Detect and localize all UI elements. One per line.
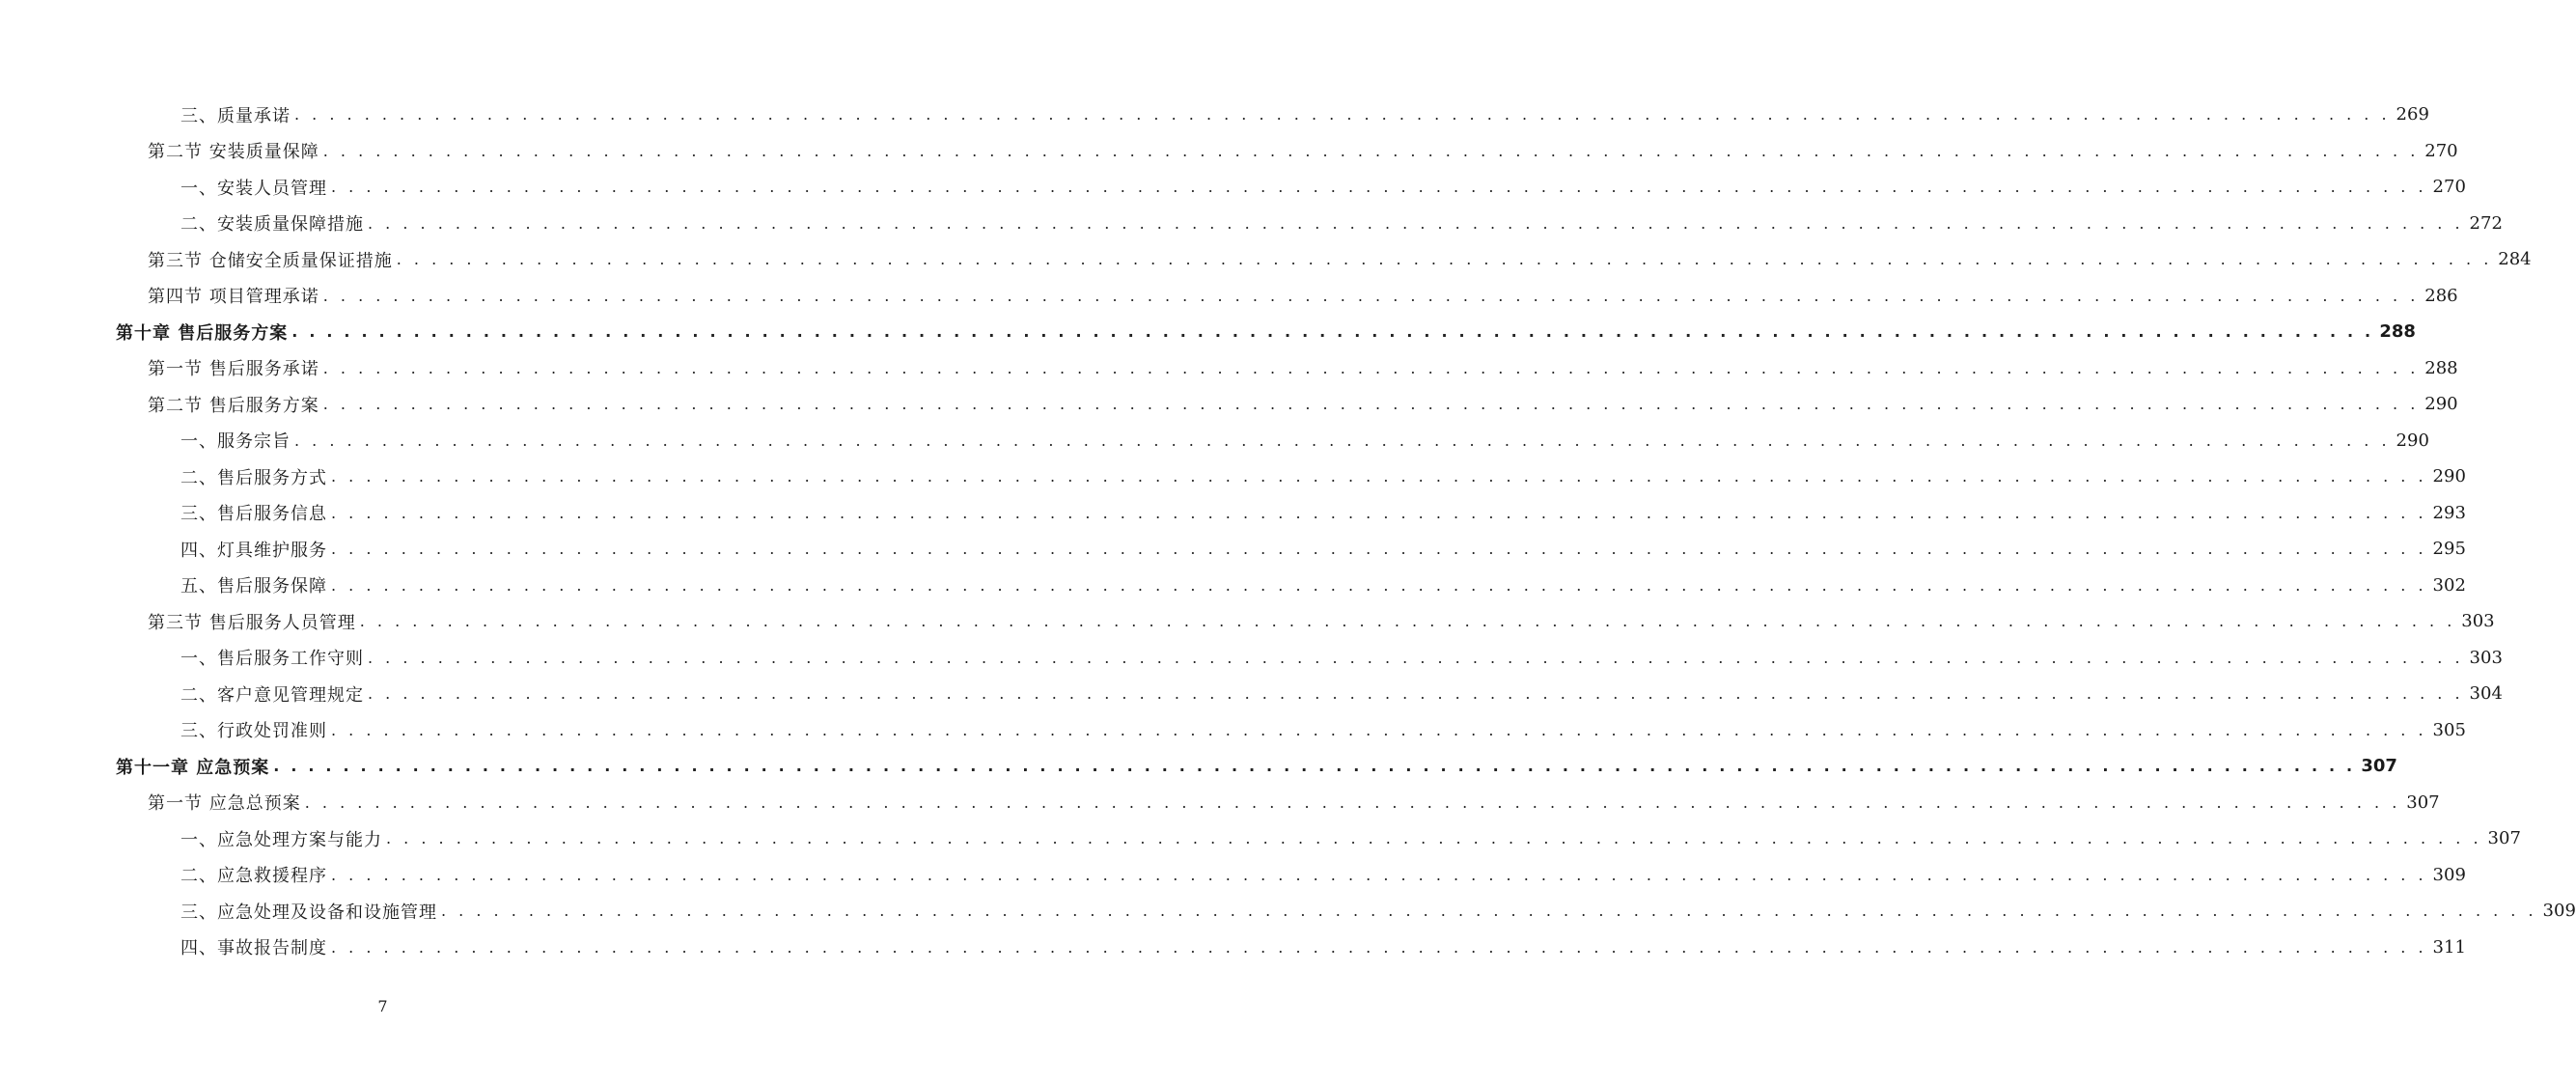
dot-leader: . . . . . . . . . . . . . . . . . . . . . . . . . . . . . . . . . . . . . . . . . . . . . . . . . . . . . . . . . . . . . . . . . . . . . . . . . . . . . . . . . . . . . . . . . . . . . . . . . . . . . . . . . . . . . . . . . . . . . . . .	[331, 865, 2427, 884]
toc-entry-title: 一、应急处理方案与能力	[180, 829, 382, 850]
dot-leader: . . . . . . . . . . . . . . . . . . . . . . . . . . . . . . . . . . . . . . . . . . . . . . . . . . . . . . . . . . . . . . . . . . . . . . . . . . . . . . . . . . . . . . . . . . . . . . . . . . . . . . . . . . . . . . . . . . . . . . . .	[386, 829, 2482, 848]
toc-entry-item[interactable]	[0, 930, 2466, 966]
toc-entry-page: 270	[2432, 177, 2466, 198]
toc-entry-title: 一、服务宗旨	[180, 431, 291, 453]
dot-leader: . . . . . . . . . . . . . . . . . . . . . . . . . . . . . . . . . . . . . . . . . . . . . . . . . . . . . . . . . . . . . . . . . . . . . . . . . . . . . . . . . . . . . . . . . . . . . . . . . . . . . . . . . . . . . . . . . . . . . . . .	[331, 503, 2427, 522]
page-number: 7	[377, 997, 388, 1015]
dot-leader: . . . . . . . . . . . . . . . . . . . . . . . . . . . . . . . . . . . . . . . . . . . . . . . . . . . . . . . . . . . . . . . . . . . . . . . . . . . . . . . . . . . . . . . . . . . . . . . . . . . . . . . . . . . . . . . . . . . . . . . .	[368, 648, 2464, 667]
toc-entry-item[interactable]	[0, 97, 2429, 133]
toc-entry-title: 二、安装质量保障措施	[180, 214, 364, 236]
toc-entry-section[interactable]	[0, 133, 2458, 170]
toc-entry-item[interactable]	[0, 458, 2466, 495]
toc-entry-item[interactable]	[0, 893, 2576, 930]
dot-leader: . . . . . . . . . . . . . . . . . . . . . . . . . . . . . . . . . . . . . . . . . . . . . . . . . . . . . . . . . . . . . . . . . . . . . . . . . . . . . . . . . . . . . . . . . . . . . . . . . . . . . . . . . . . . . . . . . . . . . . . .	[331, 178, 2427, 197]
toc-entry-page: 286	[2424, 285, 2458, 306]
toc-entry-title: 第十一章 应急预案	[116, 757, 270, 778]
dot-leader: . . . . . . . . . . . . . . . . . . . . . . . . . . . . . . . . . . . . . . . . . . . . . . . . . . . . . . . . . . . . . . . . . . . . . . . . . . . . . . . . . . . . . . . . . . . . . . . . . . . . . . . . . . . . . . . . . . . . . . . .	[331, 467, 2427, 486]
toc-entry-title: 第一节 应急总预案	[148, 793, 301, 815]
toc-entry-item[interactable]	[0, 423, 2429, 459]
toc-entry-page: 295	[2432, 539, 2466, 560]
toc-entry-title: 第一节 售后服务承诺	[148, 359, 319, 380]
toc-entry-page: 303	[2469, 647, 2503, 668]
toc-entry-page: 284	[2498, 249, 2532, 270]
toc-entry-title: 第二节 售后服务方案	[148, 395, 319, 416]
toc-entry-item[interactable]	[0, 676, 2503, 712]
toc-entry-page: 288	[2379, 321, 2416, 343]
dot-leader: . . . . . . . . . . . . . . . . . . . . . . . . . . . . . . . . . . . . . . . . . . . . . . . . . . . . . . . . . . . . . . . . . . . . . . . . . . . . . . . . . . . . . . . . . . . . . . . . . . . . . . . . . . . . . . . . . . . . . . . .	[331, 720, 2427, 739]
toc-entry-page: 307	[2361, 756, 2397, 777]
toc-entry-item[interactable]	[0, 640, 2503, 677]
toc-entry-section[interactable]	[0, 785, 2440, 821]
toc-entry-page: 269	[2396, 104, 2429, 125]
dot-leader: . . . . . . . . . . . . . . . . . . . . . . . . . . . . . . . . . . . . . . . . . . . . . . . . . . . . . . . . . . . . . . . . . . . . . . . . . . . . . . . . . . . . . . . . . . . . . . . . . . . . . . . . . . . . . . . . . . . . . . . .	[331, 540, 2427, 559]
toc-entry-item[interactable]	[0, 857, 2466, 894]
toc-entry-title: 四、灯具维护服务	[180, 540, 327, 561]
toc-entry-item[interactable]	[0, 568, 2466, 604]
toc-entry-title: 三、应急处理及设备和设施管理	[180, 902, 437, 923]
toc-entry-item[interactable]	[0, 712, 2466, 749]
toc-entry-page: 290	[2396, 430, 2429, 451]
toc-entry-item[interactable]	[0, 495, 2466, 532]
dot-leader: . . . . . . . . . . . . . . . . . . . . . . . . . . . . . . . . . . . . . . . . . . . . . . . . . . . . . . . . . . . . . . . . . . . . . . . . . . . . . . . . . . . . . . . . . . . . . . . . . . . . . . . . . . . . . . . . . . . . . . . .	[304, 792, 2401, 812]
dot-leader: . . . . . . . . . . . . . . . . . . . . . . . . . . . . . . . . . . . . . . . . . . . . . . . . . . . . . . . . . . . . . . . . . . . . . . . . . . . . . . . . . . . . . . . . . . . . . . . . . . . . . . . . . . . . . . . . . . . . . . . .	[294, 105, 2391, 125]
toc-entry-page: 309	[2432, 864, 2466, 885]
toc-entry-title: 三、售后服务信息	[180, 504, 327, 525]
dot-leader: . . . . . . . . . . . . . . . . . . . . . . . . . . . . . . . . . . . . . . . . . . . . . . . . . . . . . . . . . . . . . . . . . . . . . . . . . . . . . . . . . . . . . . . . . . . . . . . . . . . . . . . . . . . . . . . . . . . . . . . .	[368, 684, 2464, 704]
toc-entry-page: 290	[2432, 466, 2466, 487]
toc-entry-chapter[interactable]	[0, 748, 2397, 785]
toc-entry-title: 第十章 售后服务方案	[116, 322, 289, 344]
toc-entry-page: 307	[2406, 791, 2440, 813]
dot-leader: . . . . . . . . . . . . . . . . . . . . . . . . . . . . . . . . . . . . . . . . . . . . . . . . . . . . . . . . . . . . . . . . . . . . . . . . . . . . . . . . . . . . . . . . . . . . . . . . . . . . . . . . . . . . . . . . . . . . . . . .	[294, 430, 2391, 450]
toc-entry-title: 第三节 仓储安全质量保证措施	[148, 250, 393, 271]
toc-entry-page: 309	[2542, 901, 2576, 922]
toc-entry-item[interactable]	[0, 206, 2503, 242]
toc-entry-title: 四、事故报告制度	[180, 938, 327, 959]
toc-entry-item[interactable]	[0, 820, 2521, 857]
toc-entry-page: 302	[2432, 574, 2466, 596]
dot-leader: . . . . . . . . . . . . . . . . . . . . . . . . . . . . . . . . . . . . . . . . . . . . . . . . . . . . . . . . . . . . . . . . . . . . . . . . . . . . . . . . . . . . . . . . . . . . . . . . . . . . . . . . . . . . . . . . . . . . . . . .	[291, 322, 2374, 342]
dot-leader: . . . . . . . . . . . . . . . . . . . . . . . . . . . . . . . . . . . . . . . . . . . . . . . . . . . . . . . . . . . . . . . . . . . . . . . . . . . . . . . . . . . . . . . . . . . . . . . . . . . . . . . . . . . . . . . . . . . . . . . .	[273, 757, 2356, 776]
dot-leader: . . . . . . . . . . . . . . . . . . . . . . . . . . . . . . . . . . . . . . . . . . . . . . . . . . . . . . . . . . . . . . . . . . . . . . . . . . . . . . . . . . . . . . . . . . . . . . . . . . . . . . . . . . . . . . . . . . . . . . . .	[322, 395, 2420, 414]
toc-entry-page: 270	[2424, 140, 2458, 161]
toc-entry-title: 二、售后服务方式	[180, 467, 327, 488]
toc-entry-title: 三、质量承诺	[180, 105, 291, 126]
toc-entry-section[interactable]	[0, 278, 2458, 315]
dot-leader: . . . . . . . . . . . . . . . . . . . . . . . . . . . . . . . . . . . . . . . . . . . . . . . . . . . . . . . . . . . . . . . . . . . . . . . . . . . . . . . . . . . . . . . . . . . . . . . . . . . . . . . . . . . . . . . . . . . . . . . .	[359, 612, 2456, 631]
dot-leader: . . . . . . . . . . . . . . . . . . . . . . . . . . . . . . . . . . . . . . . . . . . . . . . . . . . . . . . . . . . . . . . . . . . . . . . . . . . . . . . . . . . . . . . . . . . . . . . . . . . . . . . . . . . . . . . . . . . . . . . .	[441, 902, 2537, 921]
toc-entry-title: 一、安装人员管理	[180, 178, 327, 199]
toc-entry-section[interactable]	[0, 603, 2495, 640]
toc-entry-title: 二、客户意见管理规定	[180, 684, 364, 706]
toc-entry-page: 305	[2432, 719, 2466, 740]
toc-entry-title: 第四节 项目管理承诺	[148, 287, 319, 308]
dot-leader: . . . . . . . . . . . . . . . . . . . . . . . . . . . . . . . . . . . . . . . . . . . . . . . . . . . . . . . . . . . . . . . . . . . . . . . . . . . . . . . . . . . . . . . . . . . . . . . . . . . . . . . . . . . . . . . . . . . . . . . .	[331, 937, 2427, 957]
toc-entry-section[interactable]	[0, 350, 2458, 387]
toc-entry-title: 五、售后服务保障	[180, 576, 327, 597]
dot-leader: . . . . . . . . . . . . . . . . . . . . . . . . . . . . . . . . . . . . . . . . . . . . . . . . . . . . . . . . . . . . . . . . . . . . . . . . . . . . . . . . . . . . . . . . . . . . . . . . . . . . . . . . . . . . . . . . . . . . . . . .	[331, 575, 2427, 595]
toc-entry-page: 288	[2424, 357, 2458, 378]
toc-entry-title: 二、应急救援程序	[180, 866, 327, 887]
toc-entry-page: 272	[2469, 212, 2503, 234]
toc-entry-item[interactable]	[0, 531, 2466, 568]
dot-leader: . . . . . . . . . . . . . . . . . . . . . . . . . . . . . . . . . . . . . . . . . . . . . . . . . . . . . . . . . . . . . . . . . . . . . . . . . . . . . . . . . . . . . . . . . . . . . . . . . . . . . . . . . . . . . . . . . . . . . . . .	[322, 286, 2420, 305]
toc-entry-title: 三、行政处罚准则	[180, 721, 327, 742]
toc-entry-page: 303	[2461, 611, 2495, 632]
toc-entry-page: 293	[2432, 502, 2466, 523]
dot-leader: . . . . . . . . . . . . . . . . . . . . . . . . . . . . . . . . . . . . . . . . . . . . . . . . . . . . . . . . . . . . . . . . . . . . . . . . . . . . . . . . . . . . . . . . . . . . . . . . . . . . . . . . . . . . . . . . . . . . . . . .	[322, 358, 2420, 377]
toc-entry-page: 290	[2424, 394, 2458, 415]
dot-leader: . . . . . . . . . . . . . . . . . . . . . . . . . . . . . . . . . . . . . . . . . . . . . . . . . . . . . . . . . . . . . . . . . . . . . . . . . . . . . . . . . . . . . . . . . . . . . . . . . . . . . . . . . . . . . . . . . . . . . . . .	[396, 250, 2493, 269]
toc-entry-title: 第三节 售后服务人员管理	[148, 612, 356, 633]
dot-leader: . . . . . . . . . . . . . . . . . . . . . . . . . . . . . . . . . . . . . . . . . . . . . . . . . . . . . . . . . . . . . . . . . . . . . . . . . . . . . . . . . . . . . . . . . . . . . . . . . . . . . . . . . . . . . . . . . . . . . . . .	[368, 213, 2464, 233]
toc-entry-chapter[interactable]	[0, 314, 2416, 350]
dot-leader: . . . . . . . . . . . . . . . . . . . . . . . . . . . . . . . . . . . . . . . . . . . . . . . . . . . . . . . . . . . . . . . . . . . . . . . . . . . . . . . . . . . . . . . . . . . . . . . . . . . . . . . . . . . . . . . . . . . . . . . .	[322, 141, 2420, 160]
toc-entry-page: 311	[2432, 936, 2466, 958]
toc-entry-item[interactable]	[0, 169, 2466, 206]
toc-entry-page: 307	[2487, 828, 2521, 849]
table-of-contents	[0, 97, 2576, 965]
toc-entry-page: 304	[2469, 683, 2503, 705]
toc-entry-title: 第二节 安装质量保障	[148, 142, 319, 163]
toc-entry-title: 一、售后服务工作守则	[180, 649, 364, 670]
toc-entry-section[interactable]	[0, 386, 2458, 423]
toc-entry-section[interactable]	[0, 241, 2532, 278]
